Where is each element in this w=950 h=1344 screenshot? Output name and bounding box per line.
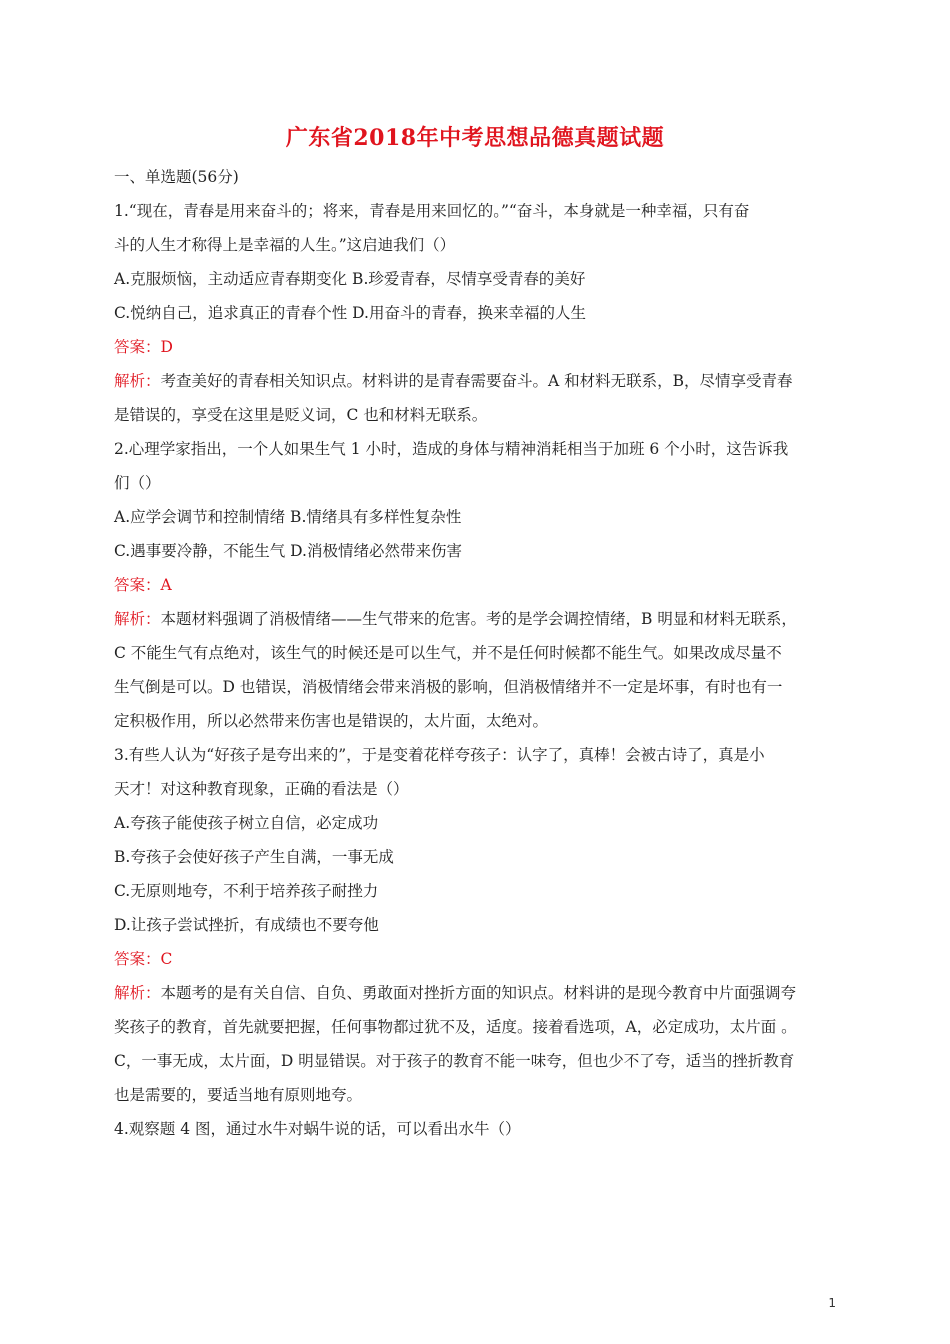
question-3 [114,738,840,1112]
question-option-b: B.夸孩子会使好孩子产生自满，一事无成 [114,848,394,866]
question-4 [114,1112,840,1146]
question-option-a: A.夸孩子能使孩子树立自信，必定成功 [114,814,379,832]
page-title: 广东省2018年中考思想品德真题试题 [285,125,665,151]
analysis-label: 解析： [114,984,161,1002]
analysis-line: 定积极作用，所以必然带来伤害也是错误的，太片面，太绝对。 [114,712,549,730]
question-option-d: D.让孩子尝试挫折，有成绩也不要夸他 [114,916,379,934]
section-heading: 一、单选题(56分) [114,168,239,186]
question-options: C.悦纳自己，追求真正的青春个性 D.用奋斗的青春，换来幸福的人生 [114,304,586,322]
question-stem-line: 1.“现在，青春是用来奋斗的；将来，青春是用来回忆的。”“奋斗，本身就是一种幸福，只有奋 [114,202,750,220]
question-stem-line: 3.有些人认为“好孩子是夸出来的”，于是变着花样夸孩子：认字了，真棒！会被古诗了，真是小 [114,746,765,764]
analysis-line: C，一事无成，太片面，D 明显错误。对于孩子的教育不能一味夸，但也少不了夸，适当的挫折教育 [114,1052,795,1070]
answer: 答案：D [114,338,173,356]
analysis-line [114,976,840,1010]
page-number: 1 [828,1296,836,1310]
question-stem-line: 们（） [114,474,161,492]
analysis-line: C 不能生气有点绝对，该生气的时候还是可以生气，并不是任何时候都不能生气。如果改成尽量不 [114,644,782,662]
analysis-text: 考查美好的青春相关知识点。材料讲的是青春需要奋斗。A 和材料无联系，B，尽情享受青春 [160,372,793,390]
question-option-c: C.无原则地夸，不利于培养孩子耐挫力 [114,882,379,900]
analysis-line: 奖孩子的教育，首先就要把握，任何事物都过犹不及，适度。接着看选项，A，必定成功，太片面 。 [114,1018,797,1036]
analysis-line [114,602,840,636]
question-stem-line: 2.心理学家指出，一个人如果生气 1 小时，造成的身体与精神消耗相当于加班 6 个小时，这告诉我 [114,440,789,458]
analysis-line [114,364,840,398]
analysis-line: 是错误的，享受在这里是贬义词，C 也和材料无联系。 [114,406,488,424]
question-2 [114,432,840,738]
question-options: A.应学会调节和控制情绪 B.情绪具有多样性复杂性 [114,508,462,526]
answer: 答案：C [114,950,173,968]
document-body [114,160,840,1146]
question-stem-line: 4.观察题 4 图，通过水牛对蜗牛说的话，可以看出水牛（） [114,1120,521,1138]
analysis-label: 解析： [114,610,161,628]
analysis-text: 本题考的是有关自信、自负、勇敢面对挫折方面的知识点。材料讲的是现今教育中片面强调夸 [160,984,797,1002]
question-stem-line: 天才！对这种教育现象，正确的看法是（） [114,780,409,798]
analysis-label: 解析： [114,372,161,390]
analysis-text: 本题材料强调了消极情绪——生气带来的危害。考的是学会调控情绪，B 明显和材料无联系， [160,610,797,628]
question-options: C.遇事要冷静，不能生气 D.消极情绪必然带来伤害 [114,542,462,560]
analysis-line: 也是需要的，要适当地有原则地夸。 [114,1086,363,1104]
question-stem-line: 斗的人生才称得上是幸福的人生。”这启迪我们（） [114,236,456,254]
question-options: A.克服烦恼，主动适应青春期变化 B.珍爱青春，尽情享受青春的美好 [114,270,586,288]
analysis-line: 生气倒是可以。D 也错误，消极情绪会带来消极的影响，但消极情绪并不一定是坏事，有时也有一 [114,678,783,696]
question-1 [114,194,840,432]
answer: 答案：A [114,576,172,594]
